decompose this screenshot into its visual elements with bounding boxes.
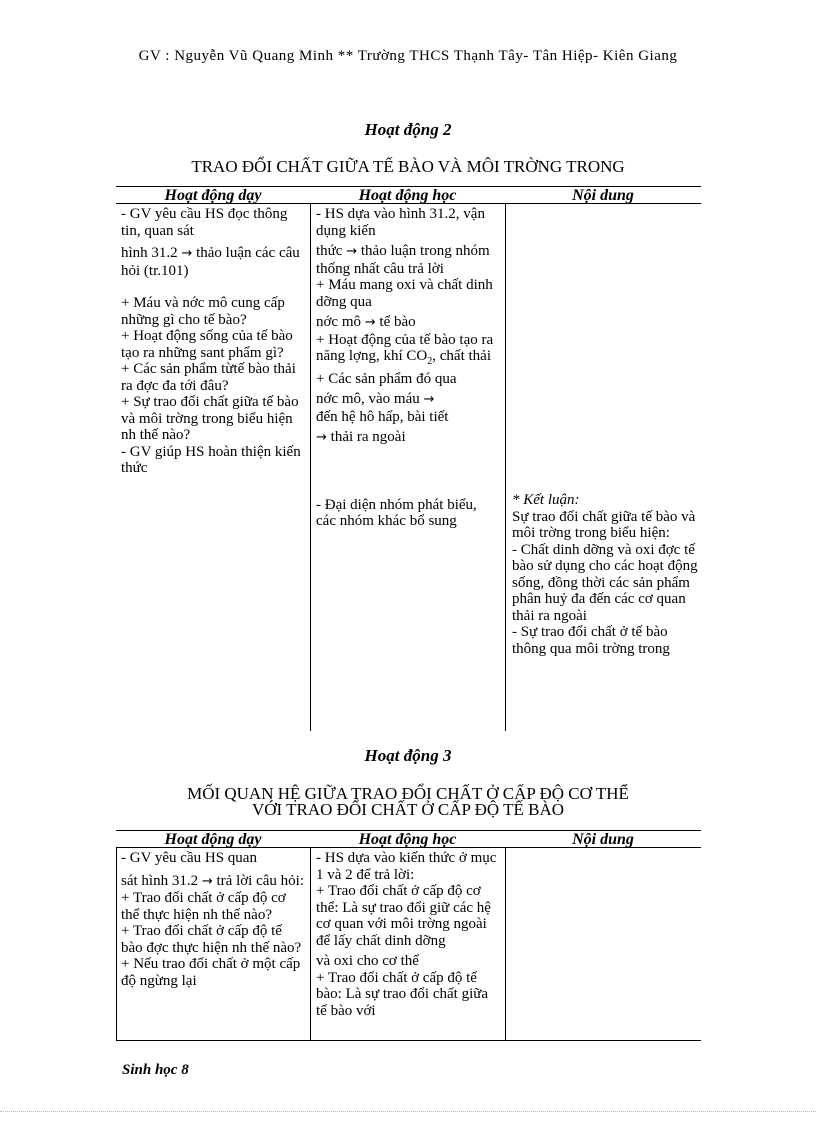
learn-item: + Máu mang oxi và chất dinh dỡng qua [316, 277, 493, 310]
learn-item: thải ra ngoài [330, 429, 406, 445]
learn-item: thảo luận trong nhóm thống nhất câu trả lời [316, 243, 490, 277]
teach-item: sát hình 31.2 [121, 872, 199, 889]
content-cell [512, 492, 698, 657]
content-item: Sự trao đổi chất giữa tế bào và môi trờng trong biểu hiện: [512, 508, 696, 541]
teach-item: + Sự trao đổi chất giữa tế bào và môi trờng trong biểu hiện nh thế nào? [121, 394, 299, 443]
column-divider [116, 848, 117, 1040]
page-footer: Sinh học 8 [122, 1062, 189, 1078]
learn-item: nớc mô, vào máu [316, 391, 420, 407]
conclusion-title: * Kết luận: [512, 492, 580, 508]
learn-item: + Các sản phẩm đó qua [316, 370, 457, 387]
learn-item: - HS dựa vào hình 31.2, vận dụng kiến [316, 206, 485, 239]
activity-3-table [116, 830, 701, 1042]
right-arrow-icon: → [364, 315, 376, 330]
teaching-cell [121, 850, 307, 1040]
section-2-title-line1: MỐI QUAN HỆ GIỮA TRAO ĐỔI CHẤT Ở CẤP ĐỘ CƠ THỂ [187, 784, 629, 803]
teach-item: + Máu và nớc mô cung cấp những gì cho tế bào? [121, 295, 285, 328]
right-arrow-icon: → [201, 873, 213, 889]
teach-item: trả lời câu hỏi: [216, 872, 304, 889]
section-2-title-line2: VỚI TRAO ĐỔI CHẤT Ở CẤP ĐỘ TẾ BÀO [252, 800, 564, 819]
right-arrow-icon: → [423, 392, 435, 407]
teach-item: + Trao đổi chất ở cấp độ tế bào đợc thực hiện nh thế nào? [121, 923, 302, 956]
column-divider [505, 848, 506, 1040]
right-arrow-icon: → [316, 430, 327, 445]
header-content: Nội dung [572, 831, 634, 848]
section-1-title: TRAO ĐỔI CHẤT GIỮA TẾ BÀO VÀ MÔI TRỜNG TRONG [191, 157, 625, 176]
activity-2-title: Hoạt động 2 [364, 120, 452, 139]
teach-item: thảo luận các câu hỏi (tr.101) [121, 245, 300, 279]
learn-item: nớc mô [316, 314, 362, 330]
teach-item: + Trao đổi chất ở cấp độ cơ thể thực hiện nh thế nào? [121, 890, 286, 923]
learn-item: - HS dựa vào kiến thức ở mục 1 và 2 để trả lời: [316, 850, 497, 883]
page-header: GV : Nguyễn Vũ Quang Minh ** Trường THCS Thạnh Tây- Tân Hiệp- Kiên Giang [138, 48, 678, 64]
learning-cell [316, 206, 500, 530]
right-arrow-icon: → [181, 246, 193, 261]
column-divider [310, 848, 311, 1040]
learn-item: , chất thải [432, 348, 491, 364]
column-divider [310, 204, 311, 731]
learn-item: + Trao đổi chất ở cấp độ cơ thể: Là sự trao đổi giữ các hệ cơ quan với môi trờng ngoài để lấy chất dinh dỡng [316, 883, 491, 949]
teach-item: + Hoạt động sống của tế bào tạo ra những sant phẩm gì? [121, 328, 293, 361]
learn-item: tế bào [379, 314, 416, 330]
teach-item: - GV giúp HS hoàn thiện kiến thức [121, 443, 301, 476]
activity-3-title: Hoạt động 3 [364, 746, 452, 765]
header-teaching: Hoạt động dạy [164, 187, 262, 204]
content-item: - Sự trao đổi chất ở tế bào thông qua môi trờng trong [512, 624, 670, 657]
learn-item: đến hệ hô hấp, bài tiết [316, 408, 449, 425]
page-bottom-dotted-line [0, 1111, 816, 1112]
teach-item: hình 31.2 [121, 245, 178, 261]
teaching-cell [121, 206, 305, 477]
learn-item: + Trao đổi chất ở cấp độ tế bào: Là sự trao đổi chất giữa tế bào với [316, 969, 489, 1019]
header-learning: Hoạt động học [358, 831, 457, 848]
learning-cell [316, 850, 502, 1040]
right-arrow-icon: → [346, 244, 358, 259]
learn-item: thức [316, 243, 343, 259]
header-content: Nội dung [572, 187, 634, 204]
teach-item: - GV yêu cầu HS đọc thông tin, quan sát [121, 206, 288, 239]
teach-item: - GV yêu cầu HS quan [121, 850, 257, 866]
activity-2-table [116, 186, 701, 731]
table-bottom-border [116, 1040, 701, 1041]
subscript: 2 [427, 356, 433, 367]
learn-item: + Hoạt động của tế bào tạo ra năng lợng, khí CO [316, 331, 494, 364]
teach-item: + Các sản phẩm từtế bào thải ra đợc đa tới đâu? [121, 361, 296, 394]
header-teaching: Hoạt động dạy [164, 831, 262, 848]
learn-item: - Đại diện nhóm phát biểu, các nhóm khác bổ sung [316, 496, 477, 529]
column-divider [505, 204, 506, 731]
teach-item: + Nếu trao đổi chất ở một cấp độ ngừng lại [121, 956, 301, 989]
header-learning: Hoạt động học [358, 187, 457, 204]
content-item: - Chất dinh dỡng và oxi đợc tế bào sử dụng cho các hoạt động sống, đồng thời các sản phẩm phân huỷ đa đến các cơ quan thải ra ngoài [512, 541, 698, 624]
learn-item: và oxi cho cơ thể [316, 953, 419, 969]
